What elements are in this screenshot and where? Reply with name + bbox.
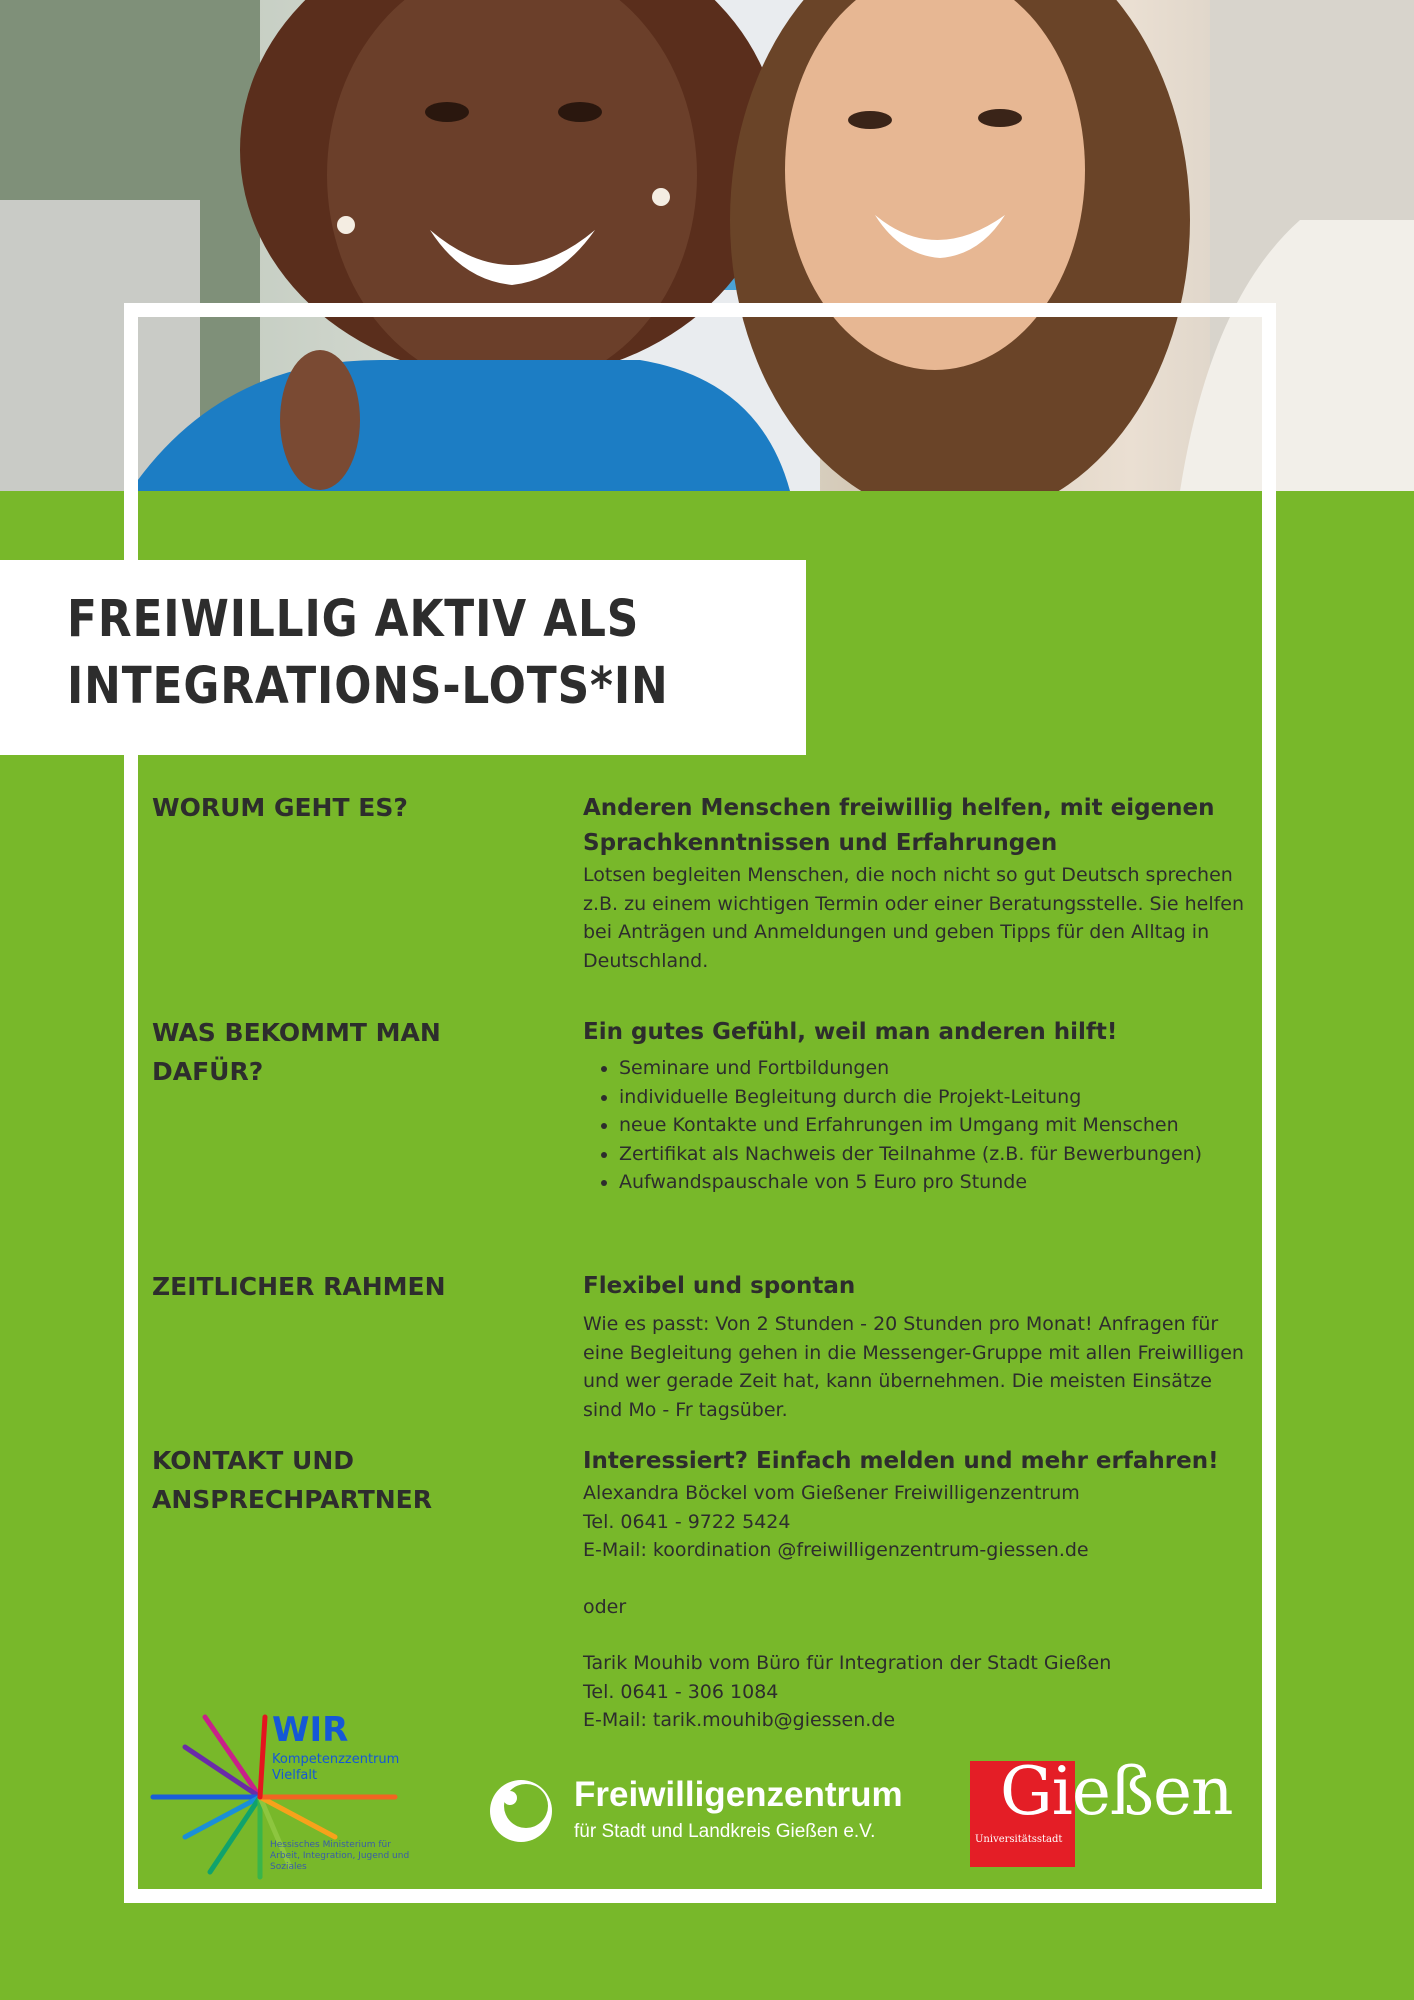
heading-zeit: Flexibel und spontan	[583, 1273, 856, 1299]
label-bekommt: WAS BEKOMMT MAN DAFÜR?	[152, 1018, 441, 1086]
contact1-name: Alexandra Böckel vom Gießener Freiwilligenzentrum	[583, 1482, 1080, 1504]
contact2-tel: Tel. 0641 - 306 1084	[583, 1680, 779, 1703]
wir-subtitle-line-1: Kompetenzzentrum	[272, 1752, 400, 1767]
page-title	[67, 586, 669, 720]
section-worum	[583, 791, 1253, 975]
contact2-name: Tarik Mouhib vom Büro für Integration der Stadt Gießen	[583, 1652, 1112, 1674]
heading-worum: Anderen Menschen freiwillig helfen, mit eigenen Sprachkenntnissen und Erfahrungen	[583, 795, 1215, 856]
label-kontakt: KONTAKT UND ANSPRECHPARTNER	[152, 1446, 433, 1514]
heading-kontakt: Interessiert? Einfach melden und mehr erfahren!	[583, 1448, 1219, 1474]
wir-subtitle-line-2: Vielfalt	[272, 1768, 318, 1783]
contact1-mail[interactable]: E-Mail: koordination @freiwilligenzentrum-giessen.de	[583, 1539, 1089, 1561]
text-worum: Lotsen begleiten Menschen, die noch nicht so gut Deutsch sprechen z.B. zu einem wichtigen Termin oder einer Beratungsstelle. Sie helfen bei Anträgen und Anmeldungen und geben Tipps für den Alltag in Deutschland.	[583, 864, 1245, 972]
freiwilligenzentrum-logo-icon	[488, 1778, 554, 1844]
wir-title: WIR	[272, 1710, 349, 1750]
list-item: • Aufwandspauschale von 5 Euro pro Stunde	[619, 1168, 1253, 1197]
label-zeit: ZEITLICHER RAHMEN	[152, 1272, 446, 1301]
list-item: • Seminare und Fortbildungen	[619, 1054, 1253, 1083]
text-zeit: Wie es passt: Von 2 Stunden - 20 Stunden pro Monat! Anfragen für eine Begleitung gehen in die Messenger-Gruppe mit allen Freiwilligen und wer gerade Zeit hat, kann übernehmen. Die meisten Einsätze sind Mo - Fr tagsüber.	[583, 1313, 1244, 1421]
list-item: • neue Kontakte und Erfahrungen im Umgang mit Menschen	[619, 1111, 1253, 1140]
fwz-name: Freiwilligenzentrum	[574, 1775, 903, 1814]
list-item: • individuelle Begleitung durch die Projekt-Leitung	[619, 1083, 1253, 1112]
contact1-tel: Tel. 0641 - 9722 5424	[583, 1510, 791, 1533]
section-zeit	[583, 1269, 1253, 1424]
list-item: • Zertifikat als Nachweis der Teilnahme (z.B. für Bewerbungen)	[619, 1140, 1253, 1169]
label-worum: WORUM GEHT ES?	[152, 793, 408, 822]
title-line-2: INTEGRATIONS-LOTS*IN	[67, 657, 669, 716]
heading-bekommt: Ein gutes Gefühl, weil man anderen hilft!	[583, 1019, 1118, 1045]
contact2-mail[interactable]: E-Mail: tarik.mouhib@giessen.de	[583, 1709, 896, 1731]
contact-separator: oder	[583, 1595, 627, 1618]
wir-ministry: Hessisches Ministerium für Arbeit, Integration, Jugend und Soziales	[270, 1840, 410, 1872]
section-kontakt	[583, 1444, 1253, 1735]
title-line-1: FREIWILLIG AKTIV ALS	[67, 590, 640, 649]
giessen-wordmark: Gießen	[1000, 1753, 1233, 1830]
section-bekommt	[583, 1015, 1253, 1197]
fwz-subtitle: für Stadt und Landkreis Gießen e.V.	[574, 1821, 876, 1842]
benefit-list	[583, 1054, 1253, 1197]
wir-subtitle	[272, 1752, 399, 1784]
giessen-subtitle: Universitätsstadt	[975, 1834, 1063, 1845]
